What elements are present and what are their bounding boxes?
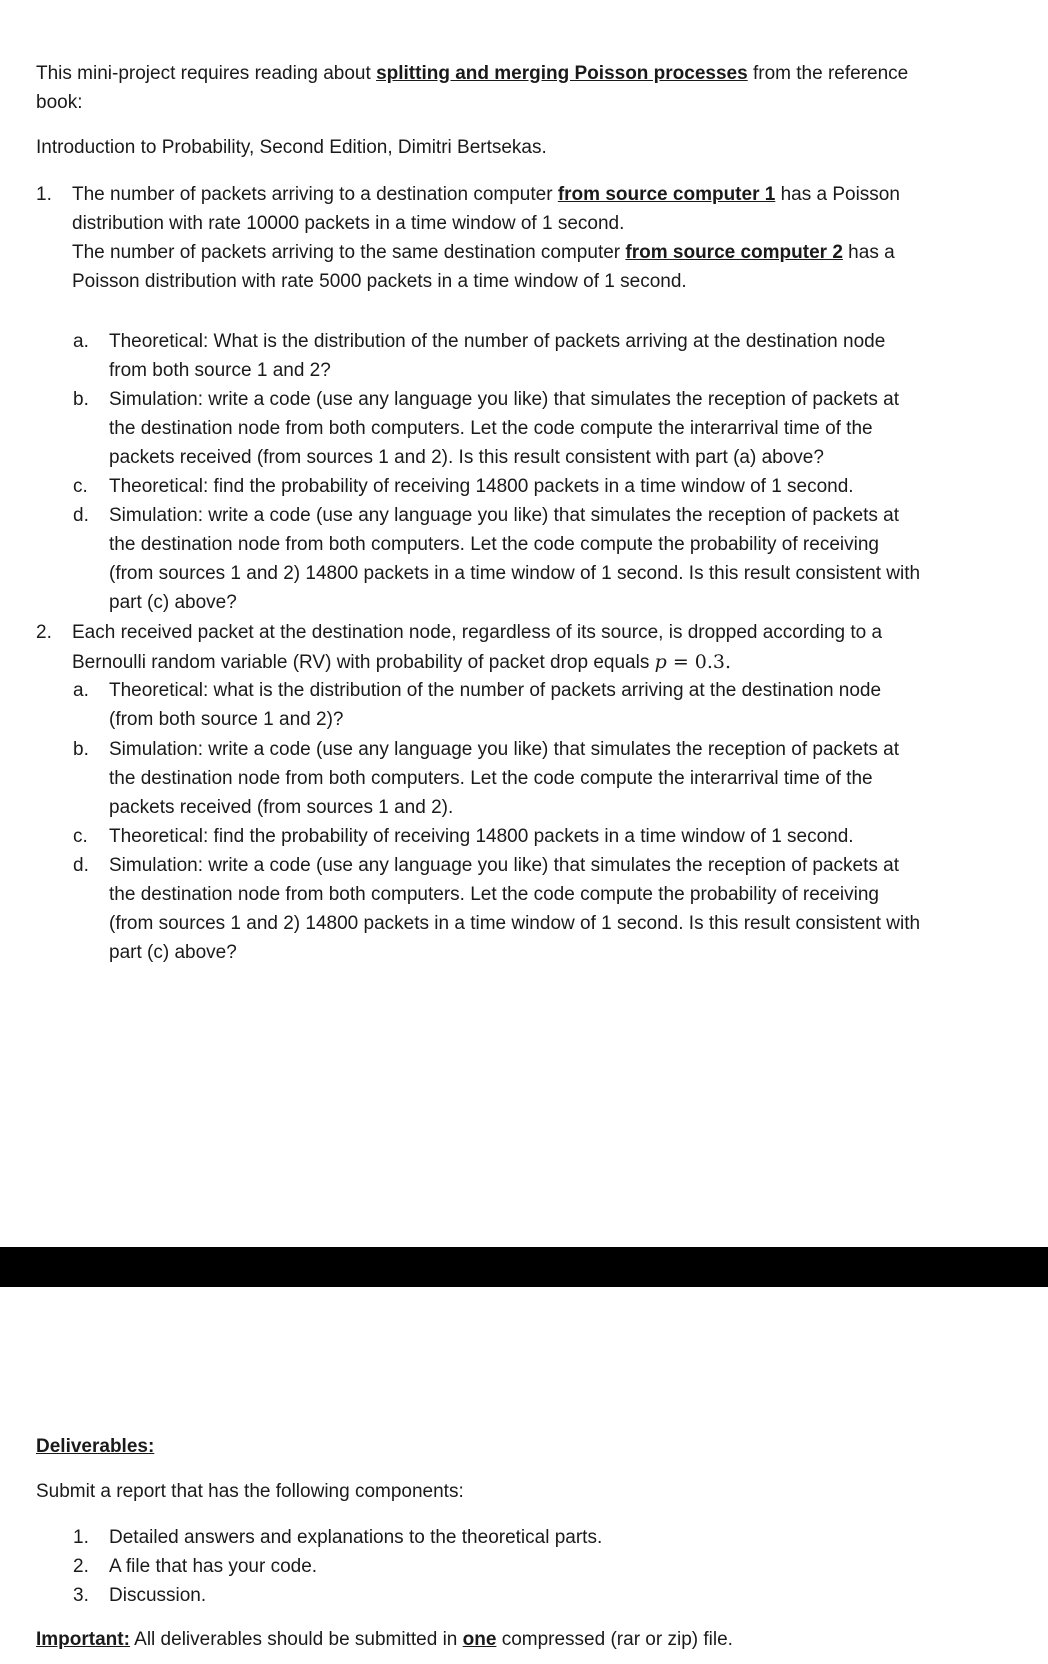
deliverable-2-number: 2. bbox=[73, 1556, 89, 1577]
q2d-line-4: part (c) above? bbox=[109, 942, 237, 963]
q1a-line-2: from both source 1 and 2? bbox=[109, 360, 331, 381]
q2a-line-2: (from both source 1 and 2)? bbox=[109, 709, 344, 730]
deliverable-3-number: 3. bbox=[73, 1585, 89, 1606]
deliverables-intro: Submit a report that has the following components: bbox=[36, 1481, 464, 1502]
q1-line-3 bbox=[72, 240, 895, 266]
deliverables-heading bbox=[36, 1434, 154, 1460]
important-text: All deliverables should be submitted in bbox=[129, 1629, 463, 1650]
q2-text-2: Bernoulli random variable (RV) with probability of packet drop equals bbox=[72, 652, 655, 673]
deliverable-1-number: 1. bbox=[73, 1527, 89, 1548]
deliverable-3-text: Discussion. bbox=[109, 1585, 207, 1606]
q1c-line-1: Theoretical: find the probability of receiving 14800 packets in a time window of 1 second. bbox=[109, 476, 854, 497]
q1-number: 1. bbox=[36, 184, 52, 205]
intro-line-1 bbox=[36, 61, 908, 87]
important-label: Important: bbox=[36, 1629, 130, 1650]
q2-line-2 bbox=[72, 649, 731, 676]
q1-text: The number of packets arriving to a destination computer bbox=[72, 184, 558, 205]
q2c-line-1: Theoretical: find the probability of receiving 14800 packets in a time window of 1 second. bbox=[109, 826, 854, 847]
q2-line-1: Each received packet at the destination node, regardless of its source, is dropped according to a bbox=[72, 622, 883, 643]
intro-link-poisson: splitting and merging Poisson processes bbox=[376, 63, 748, 84]
q1d-line-1: Simulation: write a code (use any language you like) that simulates the reception of packets at bbox=[109, 505, 899, 526]
intro-line-2: book: bbox=[36, 92, 83, 113]
q1b-line-3: packets received (from sources 1 and 2). Is this result consistent with part (a) above? bbox=[109, 447, 824, 468]
q2b-label: b. bbox=[73, 739, 89, 760]
q1-line-1 bbox=[72, 182, 900, 208]
q1b-label: b. bbox=[73, 389, 89, 410]
q2d-line-1: Simulation: write a code (use any language you like) that simulates the reception of packets at bbox=[109, 855, 899, 876]
intro-text-post: from the reference bbox=[747, 63, 909, 84]
deliverable-2-text: A file that has your code. bbox=[109, 1556, 318, 1577]
q2b-line-1: Simulation: write a code (use any language you like) that simulates the reception of packets at bbox=[109, 739, 899, 760]
q1a-line-1: Theoretical: What is the distribution of the number of packets arriving at the destination node bbox=[109, 331, 886, 352]
q1-source-1: from source computer 1 bbox=[557, 184, 776, 205]
reference-book: Introduction to Probability, Second Edition, Dimitri Bertsekas. bbox=[36, 137, 547, 158]
redaction-bar bbox=[0, 1247, 1048, 1287]
q2b-line-3: packets received (from sources 1 and 2). bbox=[109, 797, 454, 818]
q1-text-3: The number of packets arriving to the same destination computer bbox=[72, 242, 626, 263]
important-one: one bbox=[462, 1629, 497, 1650]
intro-text: This mini-project requires reading about bbox=[36, 63, 377, 84]
q1b-line-2: the destination node from both computers. Let the code compute the interarrival time of the bbox=[109, 418, 873, 439]
q1b-line-1: Simulation: write a code (use any language you like) that simulates the reception of packets at bbox=[109, 389, 899, 410]
q2d-line-2: the destination node from both computers. Let the code compute the probability of receiving bbox=[109, 884, 879, 905]
deliverable-1-text: Detailed answers and explanations to the theoretical parts. bbox=[109, 1527, 603, 1548]
important-note bbox=[36, 1627, 733, 1653]
q1c-label: c. bbox=[73, 476, 88, 497]
q1d-line-3: (from sources 1 and 2) 14800 packets in a time window of 1 second. Is this result consistent with bbox=[109, 563, 921, 584]
deliverables-heading-text: Deliverables: bbox=[36, 1436, 155, 1457]
q1d-line-2: the destination node from both computers. Let the code compute the probability of receiving bbox=[109, 534, 879, 555]
q2-number: 2. bbox=[36, 622, 52, 643]
q1d-label: d. bbox=[73, 505, 89, 526]
q1-text-post: has a Poisson bbox=[775, 184, 900, 205]
q1-text-3-post: has a bbox=[842, 242, 895, 263]
q1d-line-4: part (c) above? bbox=[109, 592, 237, 613]
q2a-label: a. bbox=[73, 680, 89, 701]
q2c-label: c. bbox=[73, 826, 88, 847]
q2a-line-1: Theoretical: what is the distribution of the number of packets arriving at the destination node bbox=[109, 680, 882, 701]
important-text-post: compressed (rar or zip) file. bbox=[496, 1629, 733, 1650]
q2d-line-3: (from sources 1 and 2) 14800 packets in a time window of 1 second. Is this result consistent with bbox=[109, 913, 921, 934]
q2-math-eq: = 0.3. bbox=[666, 651, 732, 673]
q2-math-var: p bbox=[654, 651, 667, 673]
q1-line-4: Poisson distribution with rate 5000 packets in a time window of 1 second. bbox=[72, 271, 687, 292]
q1-source-2: from source computer 2 bbox=[625, 242, 843, 263]
q2d-label: d. bbox=[73, 855, 89, 876]
q2b-line-2: the destination node from both computers. Let the code compute the interarrival time of the bbox=[109, 768, 873, 789]
q1a-label: a. bbox=[73, 331, 89, 352]
q1-line-2: distribution with rate 10000 packets in a time window of 1 second. bbox=[72, 213, 625, 234]
